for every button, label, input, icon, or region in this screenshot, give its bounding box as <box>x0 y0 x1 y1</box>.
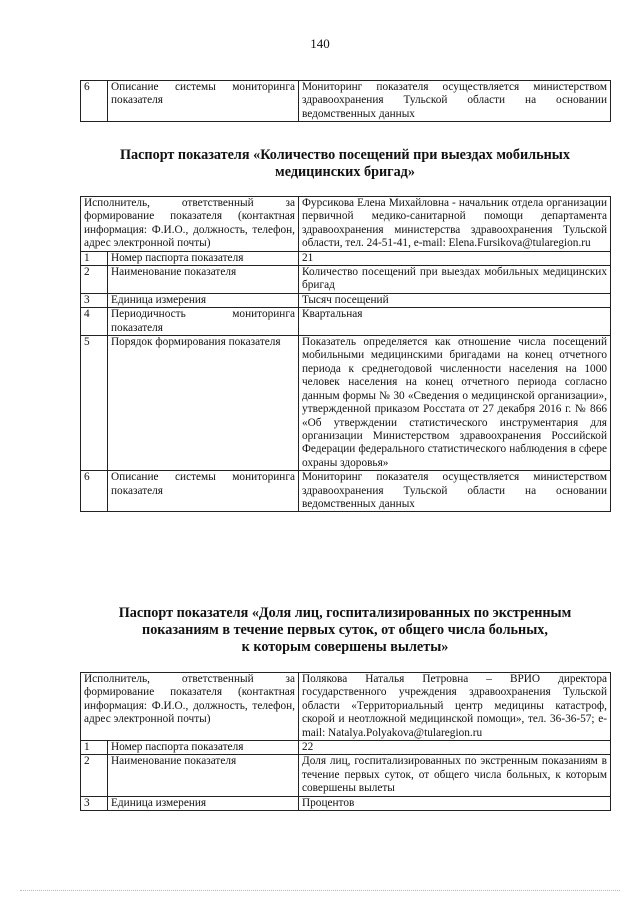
section2-title-line1: Паспорт показателя «Доля лиц, госпитализированных по экстренным <box>118 605 572 621</box>
row-number: 3 <box>81 796 108 810</box>
row-number: 2 <box>81 266 108 294</box>
executor-label: Исполнитель, ответственный за формирование показателя (контактная информация: Ф.И.О., должность, телефон, адрес электронной почты) <box>81 673 299 741</box>
table-row <box>81 755 611 796</box>
row-label: Описание системы мониторинга показателя <box>108 81 299 122</box>
table-row <box>81 266 611 294</box>
section2-title-line3: к которым совершены вылеты» <box>241 639 449 655</box>
table-row <box>81 796 611 810</box>
section1-title-line1: Паспорт показателя «Количество посещений при выездах мобильных <box>120 147 570 163</box>
section1-title <box>80 147 610 181</box>
section2-passport-table <box>80 672 611 811</box>
row-value: Доля лиц, госпитализированных по экстренным показаниям в течение первых суток, от общего числа больных, к которым совершены вылеты <box>299 755 611 796</box>
row-number: 1 <box>81 741 108 755</box>
table-row <box>81 336 611 471</box>
top-passport-table <box>80 80 611 122</box>
row-label: Наименование показателя <box>108 266 299 294</box>
row-value: 21 <box>299 251 611 265</box>
row-number: 4 <box>81 308 108 336</box>
row-number: 3 <box>81 293 108 307</box>
row-number: 5 <box>81 336 108 471</box>
executor-row <box>81 197 611 252</box>
row-label: Порядок формирования показателя <box>108 336 299 471</box>
table-row <box>81 471 611 512</box>
scan-artifact-line <box>20 890 620 892</box>
section1-title-line2: медицинских бригад» <box>275 164 415 180</box>
row-label: Периодичность мониторинга показателя <box>108 308 299 336</box>
section2-title <box>80 605 610 656</box>
row-value: Квартальная <box>299 308 611 336</box>
row-value: Тысяч посещений <box>299 293 611 307</box>
row-value: Процентов <box>299 796 611 810</box>
row-number: 1 <box>81 251 108 265</box>
row-value: Показатель определяется как отношение числа посещений мобильными медицинскими бригадами на конец отчетного периода к среднегодовой численности населения на 1000 человек населения на конец отчетного периода согласно данным формы № 30 «Сведения о медицинской организации», утвержденной приказом Росстата от 27 декабря 2016 г. № 866 «Об утверждении статистического инструментария для организации Министерством здравоохранения Российской Федерации федерального статистического наблюдения в сфере охраны здоровья» <box>299 336 611 471</box>
table-row <box>81 81 611 122</box>
table-row <box>81 251 611 265</box>
row-value: Количество посещений при выездах мобильных медицинских бригад <box>299 266 611 294</box>
row-label: Единица измерения <box>108 293 299 307</box>
row-number: 6 <box>81 81 108 122</box>
row-value: Мониторинг показателя осуществляется министерством здравоохранения Тульской области на основании ведомственных данных <box>299 81 611 122</box>
executor-value: Полякова Наталья Петровна – ВРИО директора государственного учреждения здравоохранения Тульской области «Территориальный центр медицины катастроф, скорой и неотложной медицинской помощи», тел. 36-36-57; e-mail: Natalya.Polyakova@tularegion.ru <box>299 673 611 741</box>
page-number: 140 <box>310 36 330 51</box>
table-row <box>81 293 611 307</box>
executor-row <box>81 673 611 741</box>
table-row <box>81 308 611 336</box>
row-value: Мониторинг показателя осуществляется министерством здравоохранения Тульской области на основании ведомственных данных <box>299 471 611 512</box>
row-label: Номер паспорта показателя <box>108 741 299 755</box>
row-label: Описание системы мониторинга показателя <box>108 471 299 512</box>
row-label: Наименование показателя <box>108 755 299 796</box>
section1-passport-table <box>80 196 611 512</box>
row-label: Номер паспорта показателя <box>108 251 299 265</box>
row-label: Единица измерения <box>108 796 299 810</box>
row-number: 6 <box>81 471 108 512</box>
row-value: 22 <box>299 741 611 755</box>
section2-title-line2: показаниям в течение первых суток, от общего числа больных, <box>142 622 548 638</box>
row-number: 2 <box>81 755 108 796</box>
executor-label: Исполнитель, ответственный за формирование показателя (контактная информация: Ф.И.О., должность, телефон, адрес электронной почты) <box>81 197 299 252</box>
table-row <box>81 741 611 755</box>
executor-value: Фурсикова Елена Михайловна - начальник отдела организации первичной медико-санитарной помощи департамента здравоохранения министерства здравоохранения Тульской области, тел. 24-51-41, e-mail: Elena.Fursikova@tularegion.ru <box>299 197 611 252</box>
